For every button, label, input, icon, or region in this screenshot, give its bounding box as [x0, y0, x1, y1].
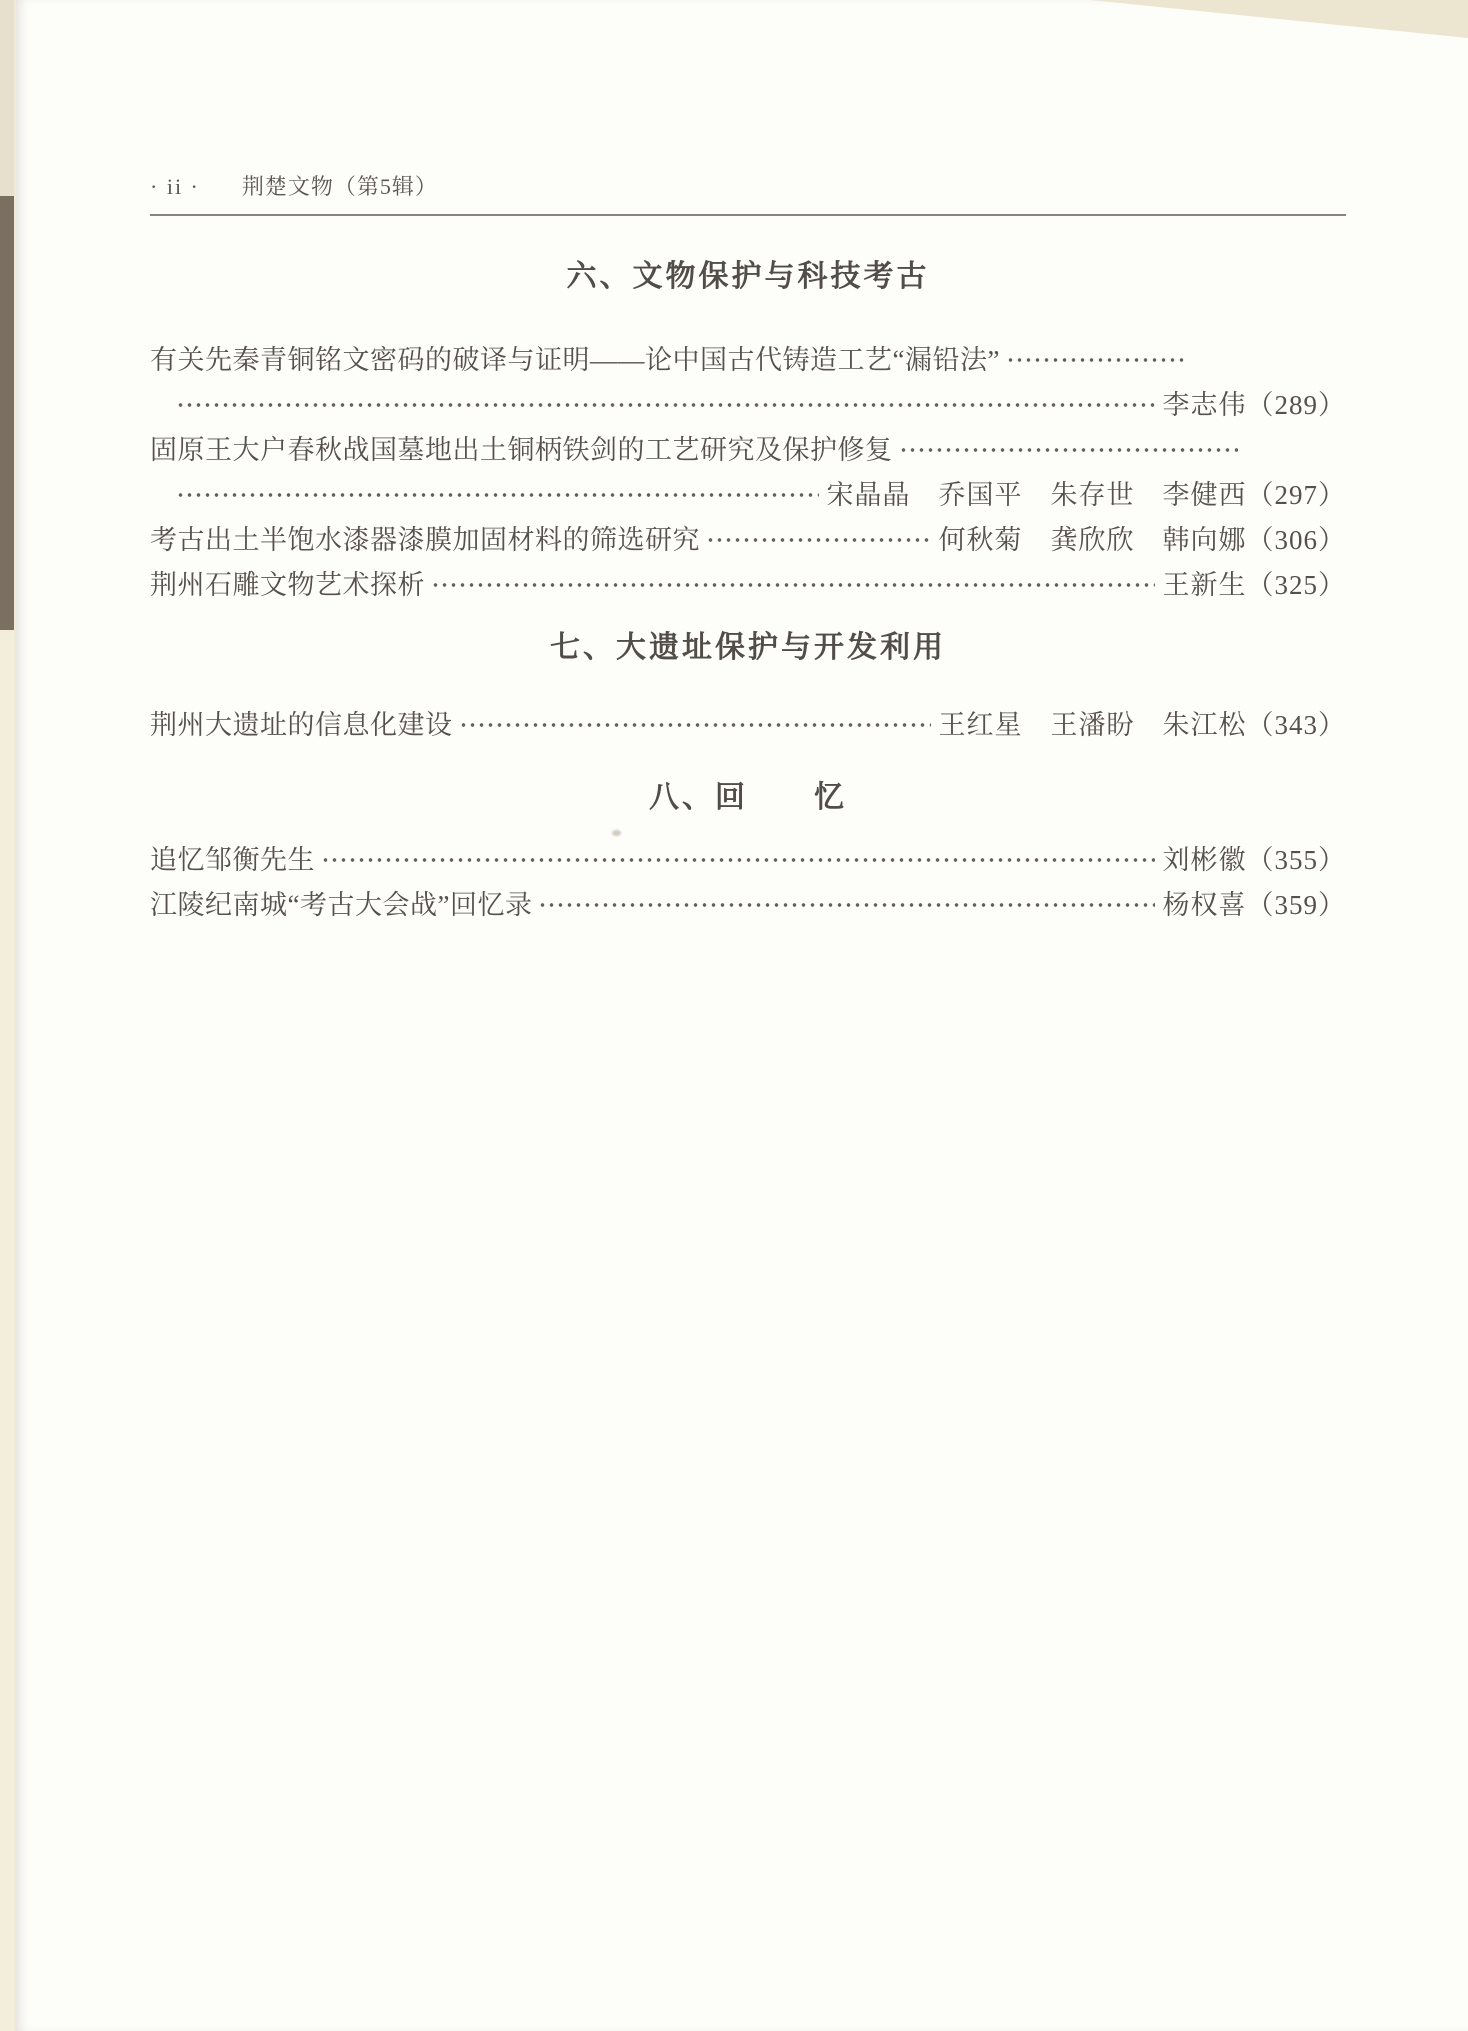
toc-entry-line: [150, 515, 1346, 560]
toc-entry-line: [150, 335, 1346, 380]
toc-content: [150, 170, 1346, 925]
entry-title: 考古出土半饱水漆器漆膜加固材料的筛选研究: [150, 525, 700, 555]
entry-authors-page: 宋晶晶 乔国平 朱存世 李健西（297）: [826, 480, 1346, 510]
gutter-bottom-segment: [0, 630, 14, 2031]
book-page: [16, 0, 1468, 2031]
entry-title: 追忆邹衡先生: [150, 845, 315, 875]
toc-entry-line: [150, 470, 1346, 515]
entry-title: 江陵纪南城“考古大会战”回忆录: [150, 890, 533, 920]
gutter-dark-segment: [0, 196, 14, 630]
dot-leader: [431, 560, 1155, 605]
section-heading-8: 八、回 忆: [649, 781, 847, 814]
dot-leader: [176, 380, 1155, 425]
toc-entry-line: [150, 835, 1346, 880]
entry-title: 固原王大户春秋战国墓地出土铜柄铁剑的工艺研究及保护修复: [150, 435, 893, 465]
toc-entry-line: [150, 380, 1346, 425]
book-title: 荆楚文物（第5辑）: [241, 174, 438, 199]
page-corner-shadow: [1090, 0, 1468, 38]
entry-title: 荆州大遗址的信息化建设: [150, 710, 453, 740]
folio-page-number: · ii ·: [150, 174, 200, 199]
entry-authors-page: 李志伟（289）: [1162, 390, 1346, 420]
dot-leader: [1006, 335, 1188, 380]
dot-leader: [899, 425, 1239, 470]
gutter-top-segment: [0, 0, 14, 196]
dot-leader: [321, 835, 1155, 880]
toc-entry-line: [150, 880, 1346, 925]
entry-authors-page: 何秋菊 龚欣欣 韩向娜（306）: [938, 525, 1346, 555]
toc-entry-line: [150, 560, 1346, 605]
section-heading-6: 六、文物保护与科技考古: [566, 260, 930, 293]
book-gutter: [0, 0, 14, 2031]
section-heading-7: 七、大遗址保护与开发利用: [550, 631, 946, 664]
toc-entry-line: [150, 425, 1346, 470]
header-rule: [150, 214, 1346, 216]
dot-leader: [459, 700, 931, 745]
entry-title: 荆州石雕文物艺术探析: [150, 570, 425, 600]
entry-authors-page: 王红星 王潘盼 朱江松（343）: [938, 710, 1346, 740]
entry-authors-page: 刘彬徽（355）: [1162, 845, 1346, 875]
entry-authors-page: 王新生（325）: [1162, 570, 1346, 600]
dot-leader: [538, 880, 1154, 925]
entry-authors-page: 杨权喜（359）: [1162, 890, 1346, 920]
toc-entry-line: [150, 700, 1346, 745]
dot-leader: [706, 515, 931, 560]
dot-leader: [176, 470, 819, 515]
entry-title: 有关先秦青铜铭文密码的破译与证明——论中国古代铸造工艺“漏铅法”: [150, 345, 1000, 375]
running-header: [150, 170, 1346, 204]
